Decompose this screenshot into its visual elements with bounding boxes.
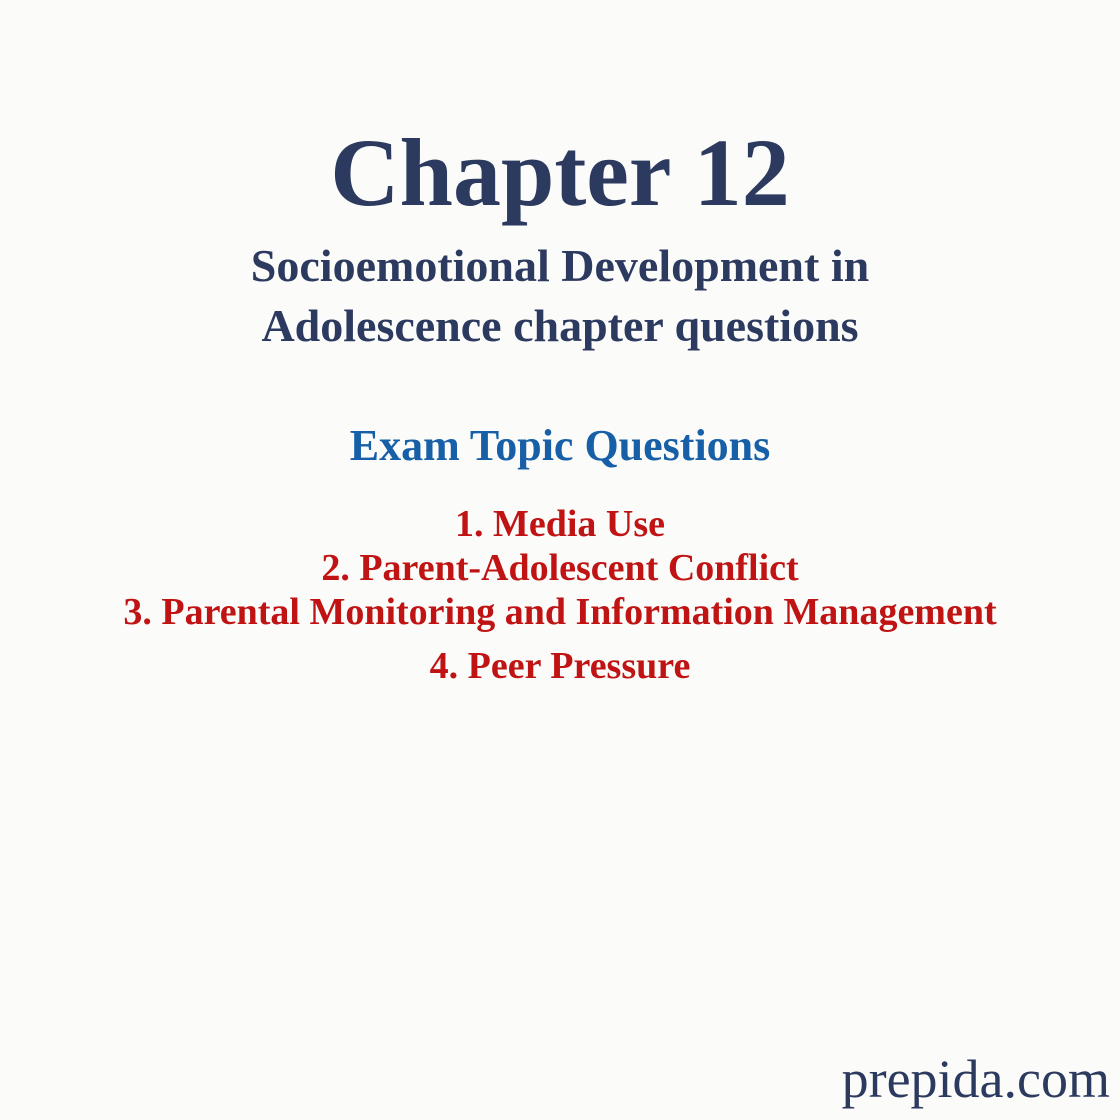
topic-item-parental-monitoring: 3. Parental Monitoring and Information Management [123, 591, 997, 633]
chapter-subtitle [0, 236, 1120, 356]
subtitle-line-2: Adolescence chapter questions [261, 300, 859, 351]
subtitle-line-1: Socioemotional Development in [250, 240, 870, 291]
topic-list [0, 502, 1120, 688]
topic-item-parent-adolescent-conflict: 2. Parent-Adolescent Conflict [321, 547, 799, 589]
topic-item-peer-pressure: 4. Peer Pressure [429, 645, 691, 687]
chapter-title: Chapter 12 [330, 119, 790, 226]
topic-item-media-use: 1. Media Use [454, 503, 666, 545]
exam-topic-heading: Exam Topic Questions [349, 421, 771, 470]
brand-watermark: prepida.com [841, 1049, 1110, 1109]
